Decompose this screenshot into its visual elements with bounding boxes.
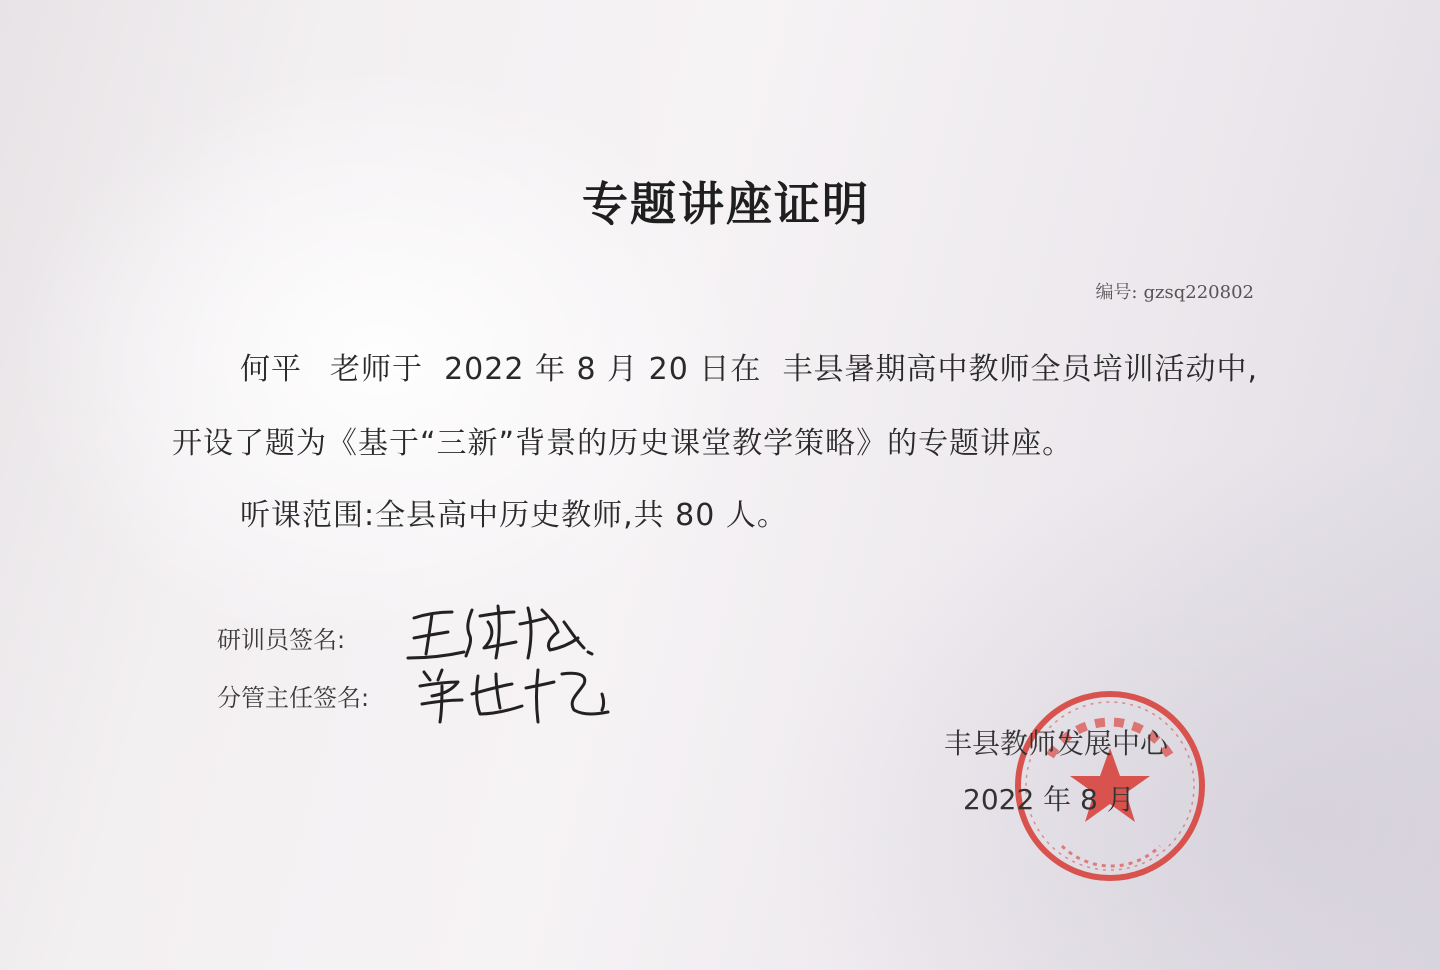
researcher-signature — [400, 592, 600, 670]
issue-date: 2022 年 8 月 — [963, 783, 1135, 816]
document-number — [1095, 278, 1254, 304]
document-number-value: gzsq220802 — [1143, 282, 1254, 303]
paragraph-3: 听课范围:全县高中历史教师,共 80 人。 — [240, 498, 788, 533]
director-signature — [412, 660, 612, 726]
paragraph-2: 开设了题为《基于“三新”背景的历史课堂教学策略》的专题讲座。 — [172, 426, 1074, 461]
lecture-date: 2022 年 8 月 20 日在 — [444, 352, 762, 387]
director-signature-label: 分管主任签名: — [217, 684, 370, 712]
paragraph-1-part-a: 老师于 — [330, 352, 423, 387]
training-event: 丰县暑期高中教师全员培训活动中, — [782, 352, 1258, 387]
issuer-organization: 丰县教师发展中心 — [944, 727, 1169, 760]
paragraph-1 — [240, 344, 1258, 388]
teacher-name: 何平 — [240, 352, 302, 387]
researcher-signature-label: 研训员签名: — [217, 626, 346, 654]
document-number-label: 编号: — [1095, 282, 1138, 303]
document-title: 专题讲座证明 — [582, 177, 870, 231]
